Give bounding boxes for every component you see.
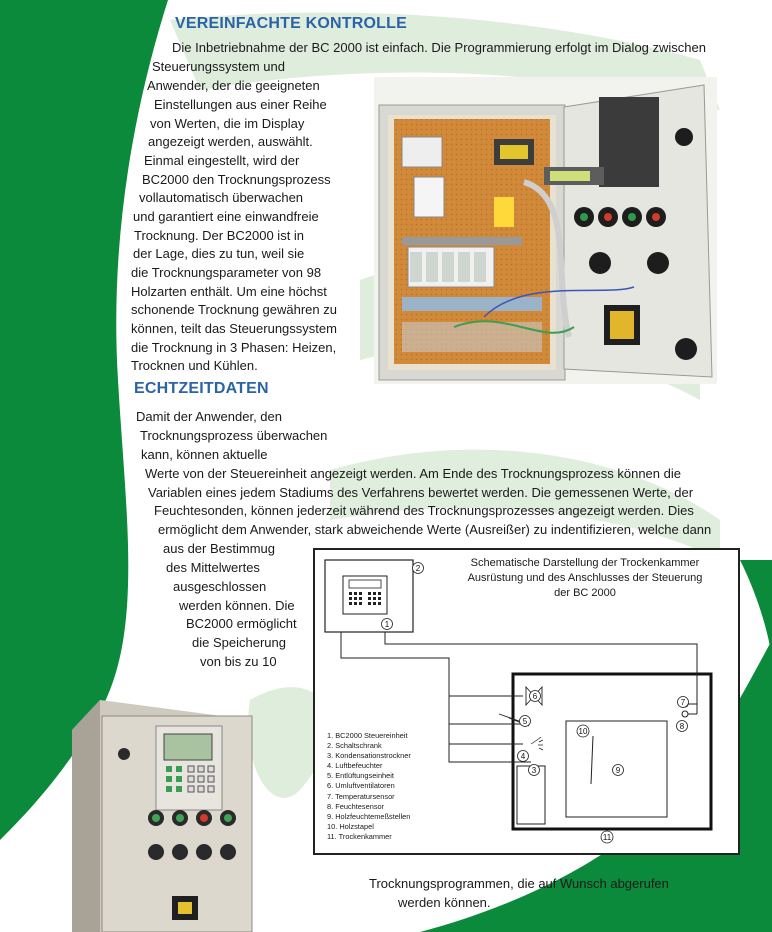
paragraph-line: Die Inbetriebnahme der BC 2000 ist einfach. Die Programmierung erfolgt im Dialog zwischen bbox=[172, 40, 706, 55]
paragraph-line: des Mittelwertes bbox=[166, 560, 260, 575]
legend-item: 2. Schaltschrank bbox=[327, 741, 382, 751]
diagram-title-line: Schematische Darstellung der Trockenkammer bbox=[470, 557, 700, 569]
marker-5: 5 bbox=[522, 717, 528, 726]
paragraph-line: der Lage, dies zu tun, weil sie bbox=[133, 246, 305, 261]
legend-item: 8. Feuchtesensor bbox=[327, 801, 385, 811]
legend-item: 11. Trockenkammer bbox=[327, 831, 392, 841]
paragraph-line: Trocknung. Der BC2000 ist in bbox=[134, 228, 305, 243]
marker-3: 3 bbox=[531, 766, 537, 775]
paragraph-line: Werte von der Steuereinheit angezeigt werden. Am Ende des Trocknungsprozess können die bbox=[145, 466, 681, 481]
paragraph-line: Trocknen und Kühlen. bbox=[131, 358, 258, 373]
closed-cabinet-photo bbox=[52, 700, 262, 932]
marker-1: 1 bbox=[384, 620, 390, 629]
marker-8: 8 bbox=[679, 722, 685, 731]
heading-vereinfachte-kontrolle: VEREINFACHTE KONTROLLE bbox=[175, 15, 407, 32]
paragraph-line: angezeigt werden, auswählt. bbox=[148, 134, 313, 149]
paragraph-line: die Trocknung in 3 Phasen: Heizen, bbox=[131, 340, 337, 355]
humidity-sensor-icon bbox=[682, 711, 688, 717]
paragraph-line: Variablen eines jedem Stadiums des Verfahrens bewertet werden. Die gemessenen Werte, der bbox=[148, 485, 694, 500]
paragraph-line: Holzarten enthält. Um eine höchst bbox=[131, 284, 327, 299]
paragraph-line: Einmal eingestellt, wird der bbox=[144, 153, 300, 168]
diagram-title-line: der BC 2000 bbox=[554, 587, 616, 599]
paragraph-line: vollautomatisch überwachen bbox=[139, 190, 304, 205]
diagram-title-line: Ausrüstung und des Anschlusses der Steuerung bbox=[467, 572, 703, 584]
marker-7: 7 bbox=[680, 698, 686, 707]
legend-item: 3. Kondensationstrockner bbox=[327, 751, 411, 761]
paragraph-line: von Werten, die im Display bbox=[150, 116, 305, 131]
paragraph-line: ausgeschlossen bbox=[173, 579, 267, 594]
paragraph-line: kann, können aktuelle bbox=[141, 447, 268, 462]
legend-item: 4. Luftbefeuchter bbox=[327, 761, 383, 771]
paragraph-line: können, teilt das Steuerungssystem bbox=[131, 321, 337, 336]
cabinet-photo bbox=[374, 77, 717, 384]
marker-11: 11 bbox=[602, 833, 612, 842]
paragraph-line: BC2000 den Trocknungsprozess bbox=[142, 172, 331, 187]
marker-9: 9 bbox=[615, 766, 621, 775]
paragraph-line: Einstellungen aus einer Reihe bbox=[154, 97, 327, 112]
legend-item: 6. Umluftventilatoren bbox=[327, 781, 395, 791]
paragraph-line: Anwender, der die geeigneten bbox=[147, 78, 320, 93]
paragraph-line: die Speicherung bbox=[192, 635, 286, 650]
paragraph-line: werden können. Die bbox=[179, 598, 295, 613]
heading-echtzeitdaten: ECHTZEITDATEN bbox=[134, 380, 269, 397]
paragraph-line: Damit der Anwender, den bbox=[136, 409, 282, 424]
paragraph-line: aus der Bestimmug bbox=[163, 541, 275, 556]
paragraph-line: und garantiert eine einwandfreie bbox=[133, 209, 319, 224]
marker-4: 4 bbox=[520, 752, 526, 761]
paragraph-line: Feuchtesonden, können jederzeit während des Trocknungsprozesses angezeigt werden. Dies bbox=[154, 503, 694, 518]
diagram-legend bbox=[327, 731, 411, 842]
paragraph-line: die Trocknungsparameter von 98 bbox=[131, 265, 322, 280]
paragraph-line: Trocknungsprozess überwachen bbox=[140, 428, 328, 443]
paragraph-line: BC2000 ermöglicht bbox=[186, 616, 297, 631]
paragraph-line: Trocknungsprogrammen, die auf Wunsch abgerufen bbox=[369, 876, 669, 891]
paragraph-line: schonende Trocknung gewähren zu bbox=[131, 302, 337, 317]
display-icon bbox=[349, 580, 381, 588]
legend-item: 10. Holzstapel bbox=[327, 821, 374, 831]
paragraph-line: werden können. bbox=[398, 895, 491, 910]
paragraph-line: ermöglicht dem Anwender, stark abweichende Werte (Ausreißer) zu indentifizieren, welche dann bbox=[158, 522, 712, 537]
marker-2: 2 bbox=[415, 564, 421, 573]
paragraph-line: von bis zu 10 bbox=[200, 654, 277, 669]
legend-item: 1. BC2000 Steuereinheit bbox=[327, 731, 408, 740]
paragraph-line: Steuerungssystem und bbox=[152, 59, 285, 74]
legend-item: 9. Holzfeuchtemeßstellen bbox=[327, 811, 411, 821]
marker-10: 10 bbox=[578, 727, 588, 736]
legend-item: 7. Temperatursensor bbox=[327, 791, 395, 801]
legend-item: 5. Entlüftungseinheit bbox=[327, 771, 394, 781]
marker-6: 6 bbox=[532, 692, 538, 701]
